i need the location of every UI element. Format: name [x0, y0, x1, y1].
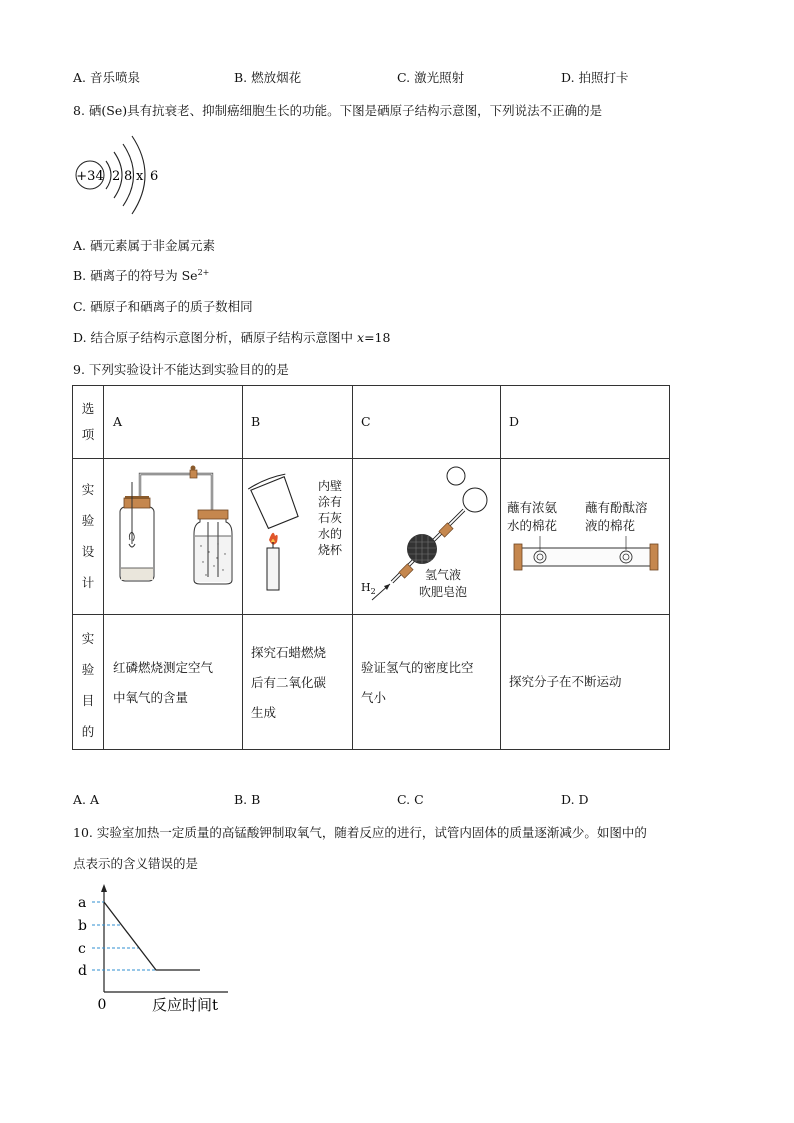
- purpose-c: 验证氢气的密度比空 气小: [361, 660, 474, 705]
- origin-label: 0: [97, 997, 107, 1013]
- shell-arc-1: [106, 161, 111, 189]
- selenium-atom-structure-diagram: [70, 128, 180, 223]
- q9-stem: 9. 下列实验设计不能达到实验目的的是: [73, 362, 289, 377]
- shell-electrons-2: 8: [124, 169, 133, 184]
- series-line: [104, 902, 200, 970]
- q10-stem-line1: 10. 实验室加热一定质量的高锰酸钾制取氧气，随着反应的进行，试管内固体的质量逐渐减少。如图中的: [73, 825, 647, 840]
- col-head-d: D: [509, 414, 520, 429]
- apparatus-d-diffusion-tube: [504, 536, 668, 576]
- col-head-b: B: [251, 414, 261, 429]
- q9-option-d: D. D: [561, 792, 589, 807]
- row-head-purpose: 实 验 目 的: [81, 631, 95, 739]
- shell-electrons-3: x: [136, 169, 144, 184]
- q7-option-b: B. 燃放烟花: [234, 70, 302, 85]
- experiment-table: [72, 385, 670, 750]
- gas-label: $H_2$: [361, 581, 376, 597]
- col-head-a: A: [113, 414, 123, 429]
- y-tick-c: c: [78, 941, 86, 957]
- q9-option-c: C. C: [397, 792, 424, 807]
- q9-option-a: A. A: [73, 792, 100, 807]
- shell-electrons-1: 2: [112, 169, 121, 184]
- apparatus-a-phosphorus-flasks: [106, 462, 240, 612]
- q7-option-d: D. 拍照打卡: [561, 70, 629, 85]
- row-head-option: 选 项: [81, 401, 95, 442]
- purpose-b: 探究石蜡燃烧 后有二氧化碳 生成: [251, 645, 327, 720]
- x-axis-label: 反应时间t: [152, 996, 219, 1014]
- ammonia-cotton-label: 蘸有浓氨 水的棉花: [507, 500, 558, 533]
- col-head-c: C: [361, 414, 371, 429]
- q8-option-c: C. 硒原子和硒离子的质子数相同: [73, 299, 253, 314]
- q8-option-a: A. 硒元素属于非金属元素: [73, 238, 215, 253]
- y-tick-a: a: [78, 895, 87, 911]
- q8-option-d: D. 结合原子结构示意图分析，硒原子结构示意图中 x=18: [73, 330, 391, 345]
- y-axis-arrow: [101, 884, 107, 892]
- q10-stem-line2: 点表示的含义错误的是: [73, 856, 199, 871]
- q7-option-c: C. 激光照射: [397, 70, 465, 85]
- q7-option-a: A. 音乐喷泉: [73, 70, 140, 85]
- mass-time-chart: [70, 882, 240, 1017]
- q8-stem: 8. 硒(Se)具有抗衰老、抑制癌细胞生长的功能。下图是硒原子结构示意图，下列说法不正确的是: [73, 103, 603, 118]
- bubble-label: 氢气液 吹肥皂泡: [419, 568, 468, 599]
- row-head-design: 实 验 设 计: [81, 482, 95, 590]
- beaker-label: 内壁 涂有 石灰 水的 烧杯: [318, 479, 343, 557]
- y-tick-d: d: [78, 963, 87, 979]
- phenolphthalein-cotton-label: 蘸有酚酞溶 液的棉花: [585, 500, 648, 533]
- apparatus-b-candle-beaker: [245, 462, 313, 612]
- purpose-a: 红磷燃烧测定空气 中氧气的含量: [113, 660, 214, 705]
- y-tick-b: b: [78, 918, 87, 934]
- purpose-d: 探究分子在不断运动: [509, 674, 622, 689]
- shell-electrons-4: 6: [150, 169, 159, 184]
- nucleus-charge: +34: [76, 169, 104, 184]
- q8-option-b: B. 硒离子的符号为 $Se^{2+}$: [73, 267, 210, 283]
- q9-option-b: B. B: [234, 792, 261, 807]
